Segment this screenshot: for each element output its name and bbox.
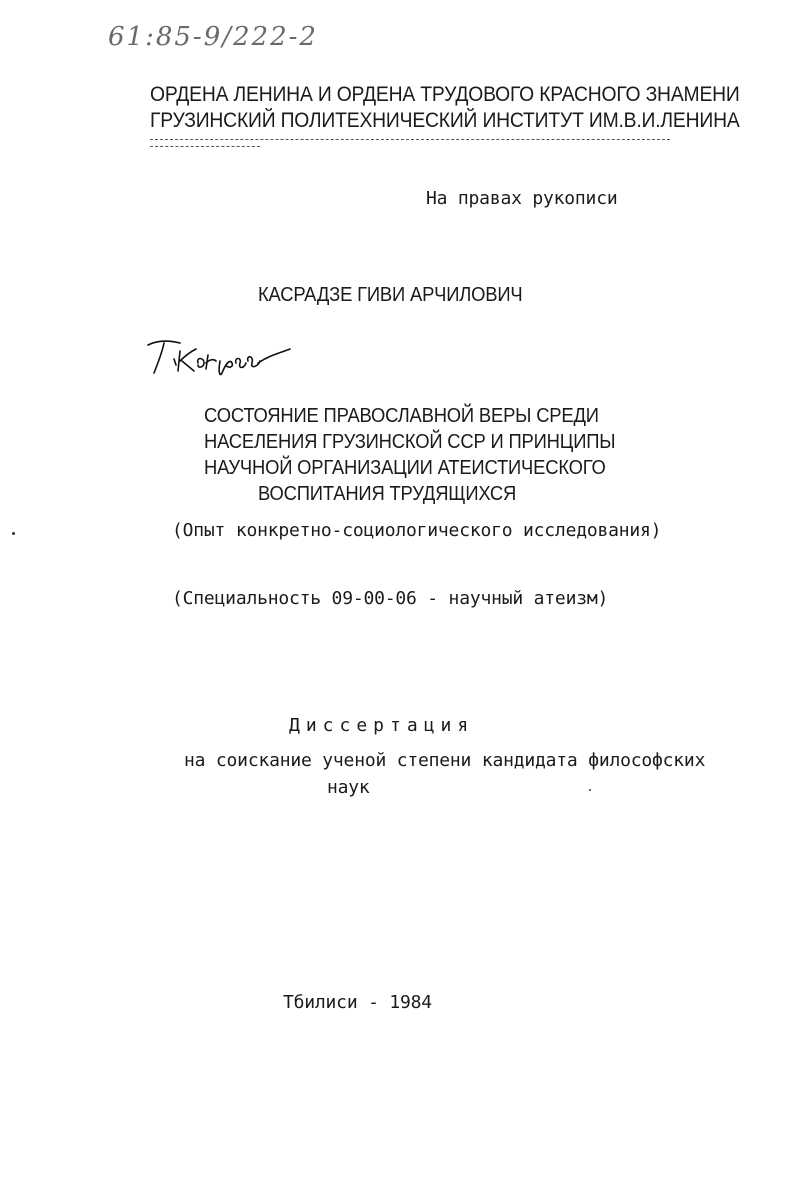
manuscript-note: На правах рукописи [426, 188, 618, 209]
author-signature [140, 333, 300, 379]
place-year: Тбилиси - 1984 [283, 992, 432, 1013]
speck [12, 532, 15, 535]
speck [589, 789, 591, 791]
specialty: (Специальность 09-00-06 - научный атеизм) [172, 588, 609, 609]
author-name: КАСРАДЗЕ ГИВИ АРЧИЛОВИЧ [258, 284, 523, 306]
title-line-4: ВОСПИТАНИЯ ТРУДЯЩИХСЯ [258, 483, 517, 505]
thesis-line-2: наук [327, 777, 370, 798]
institution-line-1: ОРДЕНА ЛЕНИНА И ОРДЕНА ТРУДОВОГО КРАСНОГО ЗНАМЕНИ [150, 83, 740, 106]
header-divider-2 [150, 146, 260, 147]
title-line-2: НАСЕЛЕНИЯ ГРУЗИНСКОЙ ССР И ПРИНЦИПЫ [204, 431, 616, 453]
title-line-3: НАУЧНОЙ ОРГАНИЗАЦИИ АТЕИСТИЧЕСКОГО [204, 457, 606, 479]
thesis-line-1: на соискание ученой степени кандидата философских [184, 750, 706, 771]
subtitle: (Опыт конкретно-социологического исследования) [172, 520, 662, 541]
shelf-mark: 61:85-9/222-2 [108, 22, 318, 52]
header-divider [150, 139, 670, 140]
title-line-1: СОСТОЯНИЕ ПРАВОСЛАВНОЙ ВЕРЫ СРЕДИ [204, 405, 599, 427]
institution-line-2: ГРУЗИНСКИЙ ПОЛИТЕХНИЧЕСКИЙ ИНСТИТУТ ИМ.В.И.ЛЕНИНА [150, 109, 740, 132]
thesis-heading: Диссертация [289, 715, 475, 736]
